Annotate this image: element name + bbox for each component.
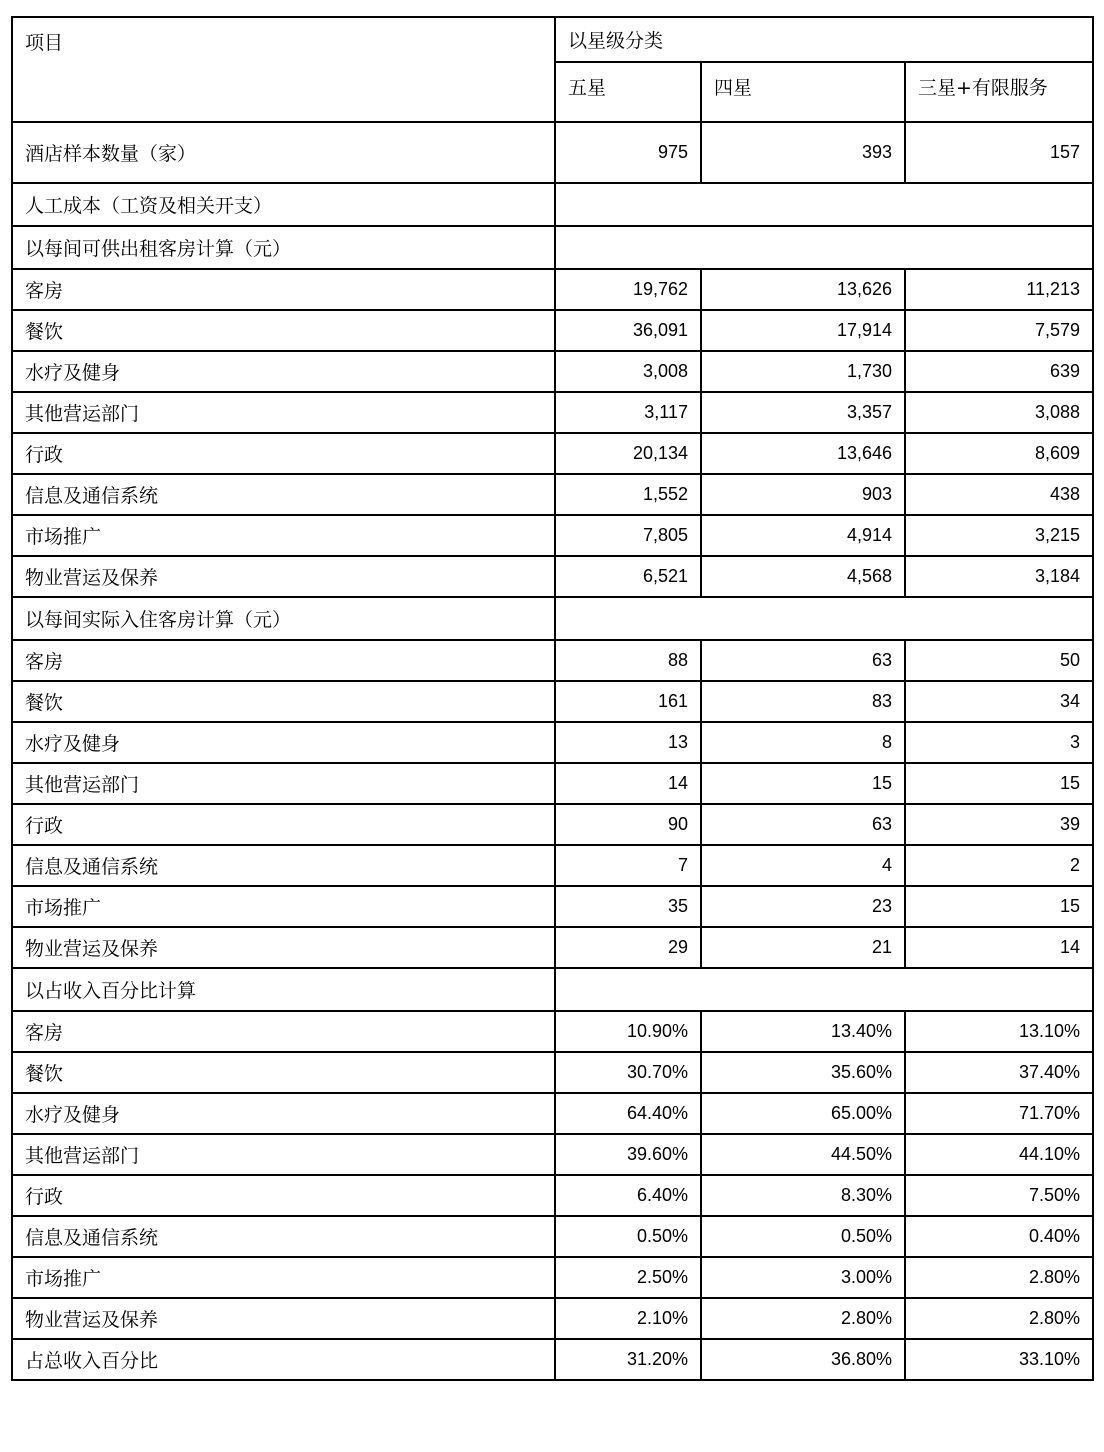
cell-three-star: 71.70% bbox=[905, 1093, 1093, 1134]
row-label: 其他营运部门 bbox=[12, 1134, 555, 1175]
cell-five-star: 3,117 bbox=[555, 392, 701, 433]
cell-three-star: 14 bbox=[905, 927, 1093, 968]
cell-four-star: 0.50% bbox=[701, 1216, 905, 1257]
table-row bbox=[12, 1257, 1093, 1298]
cell-five-star: 19,762 bbox=[555, 269, 701, 310]
subsection-title: 以每间实际入住客房计算（元） bbox=[12, 597, 555, 640]
cell-five-star: 20,134 bbox=[555, 433, 701, 474]
section-title-row bbox=[12, 183, 1093, 226]
table-row bbox=[12, 433, 1093, 474]
cell-five-star: 30.70% bbox=[555, 1052, 701, 1093]
sample-row bbox=[12, 122, 1093, 183]
cell-three-star: 11,213 bbox=[905, 269, 1093, 310]
empty-cell bbox=[555, 968, 1093, 1011]
cell-four-star: 3.00% bbox=[701, 1257, 905, 1298]
cell-five-star: 29 bbox=[555, 927, 701, 968]
cell-three-star: 37.40% bbox=[905, 1052, 1093, 1093]
cell-four-star: 21 bbox=[701, 927, 905, 968]
table-row bbox=[12, 515, 1093, 556]
cell-four-star: 3,357 bbox=[701, 392, 905, 433]
cell-three-star: 3,184 bbox=[905, 556, 1093, 597]
cell-three-star: 8,609 bbox=[905, 433, 1093, 474]
cell-four-star: 63 bbox=[701, 640, 905, 681]
empty-cell bbox=[555, 183, 1093, 226]
table-row bbox=[12, 886, 1093, 927]
cell-five-star: 0.50% bbox=[555, 1216, 701, 1257]
cell-three-star: 34 bbox=[905, 681, 1093, 722]
cell-five-star: 39.60% bbox=[555, 1134, 701, 1175]
row-label: 信息及通信系统 bbox=[12, 474, 555, 515]
row-label: 信息及通信系统 bbox=[12, 845, 555, 886]
row-label: 餐饮 bbox=[12, 310, 555, 351]
table-row bbox=[12, 1011, 1093, 1052]
cell-five-star: 3,008 bbox=[555, 351, 701, 392]
table-row bbox=[12, 845, 1093, 886]
cell-four-star: 17,914 bbox=[701, 310, 905, 351]
cell-five-star: 161 bbox=[555, 681, 701, 722]
table-row bbox=[12, 269, 1093, 310]
cell-four-star: 903 bbox=[701, 474, 905, 515]
row-label: 市场推广 bbox=[12, 1257, 555, 1298]
table-row bbox=[12, 804, 1093, 845]
row-label: 市场推广 bbox=[12, 515, 555, 556]
cell-three-star: 7,579 bbox=[905, 310, 1093, 351]
row-label: 其他营运部门 bbox=[12, 392, 555, 433]
cell-four-star: 393 bbox=[701, 122, 905, 183]
header-group: 以星级分类 bbox=[555, 17, 1093, 62]
cell-three-star: 639 bbox=[905, 351, 1093, 392]
table-row bbox=[12, 1339, 1093, 1380]
cell-three-star: 2.80% bbox=[905, 1298, 1093, 1339]
cell-five-star: 10.90% bbox=[555, 1011, 701, 1052]
table-row bbox=[12, 474, 1093, 515]
cell-five-star: 36,091 bbox=[555, 310, 701, 351]
cell-four-star: 13,646 bbox=[701, 433, 905, 474]
cell-five-star: 64.40% bbox=[555, 1093, 701, 1134]
cell-five-star: 2.50% bbox=[555, 1257, 701, 1298]
cell-three-star: 44.10% bbox=[905, 1134, 1093, 1175]
cell-three-star: 0.40% bbox=[905, 1216, 1093, 1257]
row-label: 市场推广 bbox=[12, 886, 555, 927]
row-label: 酒店样本数量（家） bbox=[12, 122, 555, 183]
row-label: 信息及通信系统 bbox=[12, 1216, 555, 1257]
row-label: 行政 bbox=[12, 1175, 555, 1216]
row-label: 客房 bbox=[12, 1011, 555, 1052]
cell-three-star: 438 bbox=[905, 474, 1093, 515]
cell-three-star: 2.80% bbox=[905, 1257, 1093, 1298]
cell-three-star: 7.50% bbox=[905, 1175, 1093, 1216]
cell-four-star: 4 bbox=[701, 845, 905, 886]
cell-four-star: 2.80% bbox=[701, 1298, 905, 1339]
cell-four-star: 44.50% bbox=[701, 1134, 905, 1175]
row-label: 水疗及健身 bbox=[12, 1093, 555, 1134]
cell-four-star: 4,568 bbox=[701, 556, 905, 597]
header-four-star: 四星 bbox=[701, 62, 905, 122]
row-label: 餐饮 bbox=[12, 1052, 555, 1093]
table-row bbox=[12, 556, 1093, 597]
row-label: 客房 bbox=[12, 640, 555, 681]
cell-five-star: 14 bbox=[555, 763, 701, 804]
table-row bbox=[12, 681, 1093, 722]
empty-cell bbox=[555, 597, 1093, 640]
cell-three-star: 33.10% bbox=[905, 1339, 1093, 1380]
cell-four-star: 65.00% bbox=[701, 1093, 905, 1134]
row-label: 占总收入百分比 bbox=[12, 1339, 555, 1380]
cell-three-star: 3,088 bbox=[905, 392, 1093, 433]
table-row bbox=[12, 763, 1093, 804]
cell-five-star: 7 bbox=[555, 845, 701, 886]
table-row bbox=[12, 310, 1093, 351]
table-row bbox=[12, 722, 1093, 763]
cell-three-star: 15 bbox=[905, 763, 1093, 804]
cell-three-star: 3 bbox=[905, 722, 1093, 763]
cell-five-star: 31.20% bbox=[555, 1339, 701, 1380]
empty-cell bbox=[555, 226, 1093, 269]
row-label: 行政 bbox=[12, 804, 555, 845]
cell-four-star: 8.30% bbox=[701, 1175, 905, 1216]
cell-five-star: 6,521 bbox=[555, 556, 701, 597]
cell-five-star: 6.40% bbox=[555, 1175, 701, 1216]
cell-three-star: 15 bbox=[905, 886, 1093, 927]
cell-five-star: 1,552 bbox=[555, 474, 701, 515]
cell-five-star: 88 bbox=[555, 640, 701, 681]
row-label: 其他营运部门 bbox=[12, 763, 555, 804]
table-row bbox=[12, 927, 1093, 968]
row-label: 物业营运及保养 bbox=[12, 927, 555, 968]
cell-three-star: 13.10% bbox=[905, 1011, 1093, 1052]
cell-three-star: 3,215 bbox=[905, 515, 1093, 556]
cell-five-star: 13 bbox=[555, 722, 701, 763]
cell-four-star: 13.40% bbox=[701, 1011, 905, 1052]
cell-five-star: 90 bbox=[555, 804, 701, 845]
table-row bbox=[12, 1298, 1093, 1339]
cell-four-star: 4,914 bbox=[701, 515, 905, 556]
header-item: 项目 bbox=[12, 17, 555, 122]
table-row bbox=[12, 351, 1093, 392]
table-row bbox=[12, 1216, 1093, 1257]
row-label: 水疗及健身 bbox=[12, 351, 555, 392]
subsection-title: 以每间可供出租客房计算（元） bbox=[12, 226, 555, 269]
labor-cost-table bbox=[11, 16, 1094, 1381]
row-label: 行政 bbox=[12, 433, 555, 474]
cell-four-star: 1,730 bbox=[701, 351, 905, 392]
row-label: 物业营运及保养 bbox=[12, 556, 555, 597]
cell-five-star: 2.10% bbox=[555, 1298, 701, 1339]
cell-four-star: 63 bbox=[701, 804, 905, 845]
subsection-title-row bbox=[12, 968, 1093, 1011]
cell-three-star: 157 bbox=[905, 122, 1093, 183]
header-three-star: 三星+有限服务 bbox=[905, 62, 1093, 122]
cell-five-star: 975 bbox=[555, 122, 701, 183]
table-row bbox=[12, 640, 1093, 681]
cell-four-star: 83 bbox=[701, 681, 905, 722]
table-row bbox=[12, 1134, 1093, 1175]
cell-four-star: 15 bbox=[701, 763, 905, 804]
cell-three-star: 39 bbox=[905, 804, 1093, 845]
cell-four-star: 8 bbox=[701, 722, 905, 763]
row-label: 餐饮 bbox=[12, 681, 555, 722]
table-row bbox=[12, 1175, 1093, 1216]
cell-four-star: 23 bbox=[701, 886, 905, 927]
table-row bbox=[12, 1093, 1093, 1134]
subsection-title: 以占收入百分比计算 bbox=[12, 968, 555, 1011]
row-label: 物业营运及保养 bbox=[12, 1298, 555, 1339]
subsection-title-row bbox=[12, 226, 1093, 269]
subsection-title-row bbox=[12, 597, 1093, 640]
row-label: 客房 bbox=[12, 269, 555, 310]
cell-four-star: 35.60% bbox=[701, 1052, 905, 1093]
row-label: 水疗及健身 bbox=[12, 722, 555, 763]
table-row bbox=[12, 1052, 1093, 1093]
table-row bbox=[12, 392, 1093, 433]
header-five-star: 五星 bbox=[555, 62, 701, 122]
cell-three-star: 2 bbox=[905, 845, 1093, 886]
cell-five-star: 7,805 bbox=[555, 515, 701, 556]
cell-three-star: 50 bbox=[905, 640, 1093, 681]
cell-four-star: 13,626 bbox=[701, 269, 905, 310]
cell-five-star: 35 bbox=[555, 886, 701, 927]
cell-four-star: 36.80% bbox=[701, 1339, 905, 1380]
section-title: 人工成本（工资及相关开支） bbox=[12, 183, 555, 226]
